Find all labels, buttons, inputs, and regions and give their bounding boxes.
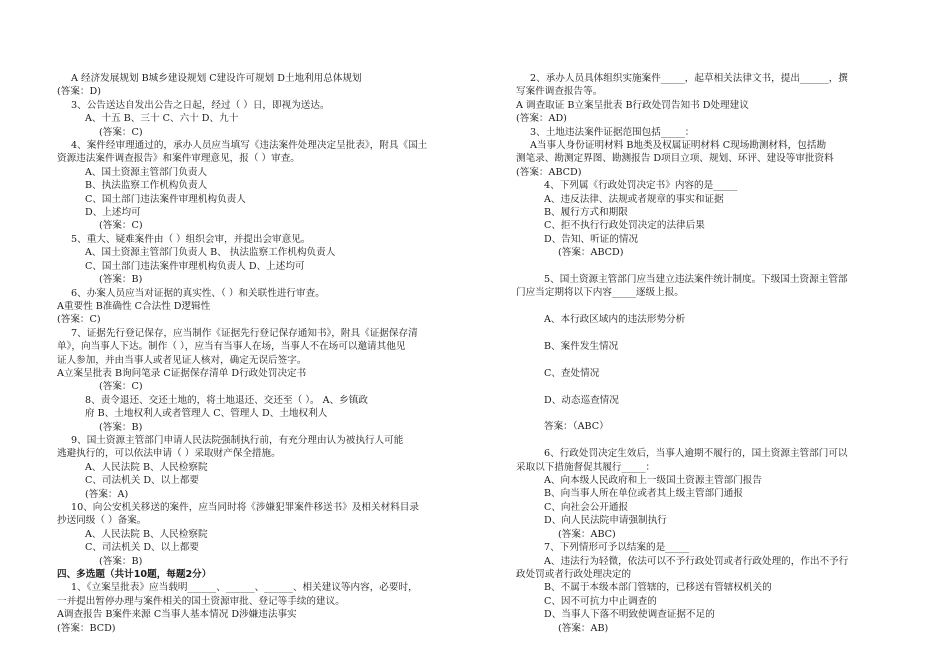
text-line: (答案：ABC) — [558, 528, 616, 540]
text-line: A、违反法律、法规或者规章的事实和证据 — [544, 193, 724, 205]
text-line: B、案件发生情况 — [544, 341, 619, 353]
text-line: 府 B、土地权利人或者管理人 C、管理人 D、土地权利人 — [85, 408, 328, 420]
text-line: A立案呈批表 B询问笔录 C证据保存清单 D行政处罚决定书 — [57, 367, 307, 379]
text-line: 10、向公安机关移送的案件，应当同时将《涉嫌犯罪案件移送书》及相关材料目录 — [71, 502, 419, 513]
text-line: 采取以下措施督促其履行_____： — [516, 461, 656, 473]
text-line: A 调查取证 B立案呈批表 B行政处罚告知书 D处理建议 — [516, 99, 749, 111]
text-line: (答案：B) — [99, 555, 143, 567]
text-line — [516, 407, 902, 420]
text-line: 3、公告送达自发出公告之日起，经过（ ）日，即视为送达。 — [71, 99, 330, 111]
text-line: D、动态巡查情况 — [544, 394, 619, 406]
text-line: A、十五 B、三十 C、六十 D、九十 — [85, 113, 239, 125]
text-line: (答案：C) — [99, 381, 143, 393]
text-line: D、告知、听证的情况 — [544, 233, 639, 245]
text-line — [516, 434, 902, 447]
text-line: (答案：AB) — [558, 622, 609, 634]
text-line: (答案：C) — [99, 220, 143, 232]
text-line: D、向人民法院申请强制执行 — [544, 515, 667, 527]
text-line: C、拒不执行行政处罚决定的法律后果 — [544, 220, 705, 232]
text-line: C、司法机关 D、以上都要 — [85, 542, 200, 554]
text-line: 证人参加，并由当事人或者见证人核对，确定无误后签字。 — [57, 354, 307, 366]
text-line: A调查报告 B案件来源 C当事人基本情况 D涉嫌违法事实 — [57, 609, 297, 621]
text-line: B、履行方式和期限 — [544, 207, 628, 219]
text-line: A、人民法院 B、人民检察院 — [85, 461, 208, 473]
text-line: (答案：BCD) — [57, 622, 116, 634]
text-line: C、国土部门违法案件审理机构负责人 D、上述均可 — [85, 260, 305, 272]
text-line: C、司法机关 D、以上都要 — [85, 475, 200, 487]
text-line: (答案：D) — [57, 86, 101, 98]
text-line: (答案：AD) — [516, 113, 567, 125]
text-line: (答案：C) — [99, 126, 143, 138]
text-line: A、人民法院 B、人民检察院 — [85, 528, 208, 540]
text-line: 写案件调查报告等。 — [516, 86, 603, 98]
text-line: 8、责令退还、交还土地的，将土地退还、交还至（ ）。 A、乡镇政 — [85, 394, 368, 406]
text-line: 逃避执行的，可以依法申请（ ）采取财产保全措施。 — [57, 448, 281, 460]
text-line: 4、案件经审理通过的，承办人员应当填写《违法案件处理决定呈批表》，附具《国土 — [71, 140, 428, 152]
text-line: 资源违法案件调查报告》和案件审理意见，报（ ）审查。 — [57, 153, 300, 165]
text-line: A当事人身份证明材料 B地类及权属证明材料 C现场勘测材料，包括勘 — [530, 140, 827, 152]
text-line: B、执法监察工作机构负责人 — [85, 180, 208, 192]
text-line: 1、《立案呈批表》应当载明______、______、______、相关建议等内容，必要时， — [71, 582, 418, 594]
text-line: 3、土地违法案件证据范围包括_____： — [530, 126, 695, 138]
text-line: 单》，向当事人下达。制作（ ），应当有当事人在场，当事人不在场可以邀请其他见 — [57, 341, 406, 353]
text-line: 6、办案人员应当对证据的真实性、（ ）和关联性进行审查。 — [71, 287, 325, 299]
text-line: (答案：B) — [99, 274, 143, 286]
right-column — [516, 72, 902, 635]
text-line: 7、下列情形可予以结案的是_____ — [544, 542, 690, 554]
text-line: 9、国土资源主管部门申请人民法院强制执行前，有充分理由认为被执行人可能 — [71, 434, 404, 446]
text-line — [516, 327, 902, 340]
text-line: 政处罚或者行政处理决定的 — [516, 568, 632, 580]
text-line: D、上述均可 — [85, 207, 141, 219]
text-line: 2、承办人员具体组织实施案件_____，起草相关法律文书，提出______，撰 — [530, 73, 848, 84]
text-line — [516, 300, 902, 313]
text-line: B、不属于本级本部门管辖的，已移送有管辖权机关的 — [544, 582, 772, 594]
text-line: 测笔录、勘测定界图、勘测报告 D项目立项、规划、环评、建设等审批资料 — [516, 153, 834, 165]
text-line: 门应当定期将以下内容_____逐级上报。 — [516, 287, 684, 299]
text-line: C、向社会公开通报 — [544, 501, 629, 513]
text-line: C、查处情况 — [544, 367, 600, 379]
section-heading: 四、多选题（共计10题，每题2分） — [57, 569, 212, 581]
text-line: 5、重大、疑难案件由（ ）组织会审，并提出会审意见。 — [71, 233, 311, 245]
text-line: C、国土部门违法案件审理机构负责人 — [85, 193, 246, 205]
text-line: C、因不可抗力中止调查的 — [544, 595, 657, 607]
text-line: (答案：B) — [99, 421, 143, 433]
text-line: A重要性 B准确性 C合法性 D逻辑性 — [57, 300, 211, 312]
text-line: A、国土资源主管部门负责人 — [85, 166, 208, 178]
text-line: 4、下列属《行政处罚决定书》内容的是_____ — [544, 180, 738, 192]
text-line — [516, 380, 902, 393]
text-line: A、向本级人民政府和上一级国土资源主管部门报告 — [544, 475, 762, 487]
text-line: 抄送同级（ ）备案。 — [57, 515, 147, 527]
text-line: (答案：C) — [57, 314, 101, 326]
text-line: 一并提出暂停办理与案件相关的国土资源审批、登记等手续的建议。 — [57, 595, 345, 607]
text-line: A、本行政区域内的违法形势分析 — [544, 314, 686, 326]
text-line: 5、国土资源主管部门应当建立违法案件统计制度。下级国土资源主管部 — [544, 274, 848, 286]
text-line: A、国土资源主管部门负责人 B、 执法监察工作机构负责人 — [85, 247, 336, 259]
text-line — [516, 260, 902, 273]
text-line: 6、行政处罚决定生效后，当事人逾期不履行的，国土资源主管部门可以 — [544, 448, 848, 460]
text-line: (答案：A) — [85, 488, 129, 500]
text-line: A、违法行为轻微，依法可以不予行政处罚或者行政处理的，作出不予行 — [544, 555, 849, 567]
text-line: D、当事人下落不明致使调查证据不足的 — [544, 609, 715, 621]
text-line: (答案：ABCD) — [558, 247, 624, 259]
text-line: B、向当事人所在单位或者其上级主管部门通报 — [544, 488, 743, 500]
text-line: A 经济发展规划 B城乡建设规划 C建设许可规划 D土地利用总体规划 — [71, 73, 362, 84]
left-column — [57, 72, 475, 635]
text-line: 7、证据先行登记保存，应当制作《证据先行登记保存通知书》，附具《证据保存清 — [71, 327, 418, 339]
text-line — [516, 353, 902, 366]
text-line: 答案：（ABC） — [544, 421, 609, 433]
text-line: (答案：ABCD) — [516, 166, 582, 178]
